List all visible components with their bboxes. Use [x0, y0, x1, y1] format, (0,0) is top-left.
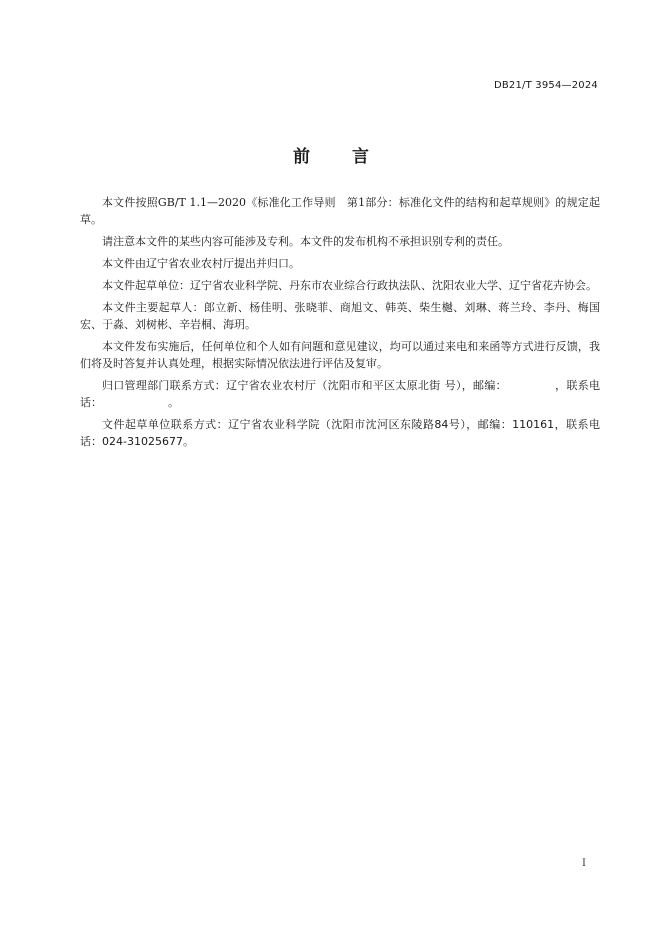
foreword-body	[80, 194, 600, 455]
standard-code: DB21/T 3954—2024	[493, 80, 598, 91]
drafter-contact-postcode: 110161	[512, 418, 555, 431]
drafter-contact-house-number: 84	[434, 418, 449, 431]
drafter-contact-postcode-label: 号），邮编：	[448, 418, 513, 431]
drafter-contact-address: 文件起草单位联系方式：辽宁省农业科学院（沈阳市沈河区东陵路	[102, 418, 435, 431]
authority-contact-postcode-label: 号），邮编：	[444, 379, 507, 392]
paragraph-patent-notice: 请注意本文件的某些内容可能涉及专利。本文件的发布机构不承担识别专利的责任。	[102, 235, 509, 248]
authority-contact-address: 归口管理部门联系方式：辽宁省农业农村厅（沈阳市和平区太原北街	[102, 379, 441, 392]
paragraph-authority-contact	[80, 377, 600, 411]
page-title	[0, 142, 662, 167]
paragraph-drafters: 本文件主要起草人：郎立新、杨佳明、张晓菲、商旭文、韩英、柴生樾、刘琳、蒋兰玲、李丹、梅国宏、于淼、刘树彬、辛岩桐、海玥。	[80, 301, 600, 331]
page-number: I	[582, 858, 586, 869]
authority-contact-phone-label: ，联系电话：	[80, 379, 601, 409]
paragraph-feedback: 本文件发布实施后，任何单位和个人如有问题和意见建议，均可以通过来电和来函等方式进行反馈，我们将及时答复并认真处理，根据实际情况依法进行评估及复审。	[80, 340, 600, 370]
paragraph-drafter-contact	[80, 416, 600, 450]
paragraph-drafting-units: 本文件起草单位：辽宁省农业科学院、丹东市农业综合行政执法队、沈阳农业大学、辽宁省花卉协会。	[102, 279, 597, 292]
drafter-contact-phone-label: ，联系电话：	[80, 418, 601, 448]
paragraph-drafting-rules: 本文件按照GB/T 1.1—2020《标准化工作导则 第1部分：标准化文件的结构和起草规则》的规定起草。	[80, 196, 600, 226]
title-char-2: 言	[352, 147, 369, 167]
paragraph-proposer: 本文件由辽宁省农业农村厅提出并归口。	[102, 257, 300, 270]
drafter-contact-end: 。	[182, 435, 194, 448]
title-char-1: 前	[293, 147, 310, 167]
drafter-contact-phone: 024-31025677	[102, 435, 183, 448]
authority-contact-end: 。	[168, 396, 179, 409]
